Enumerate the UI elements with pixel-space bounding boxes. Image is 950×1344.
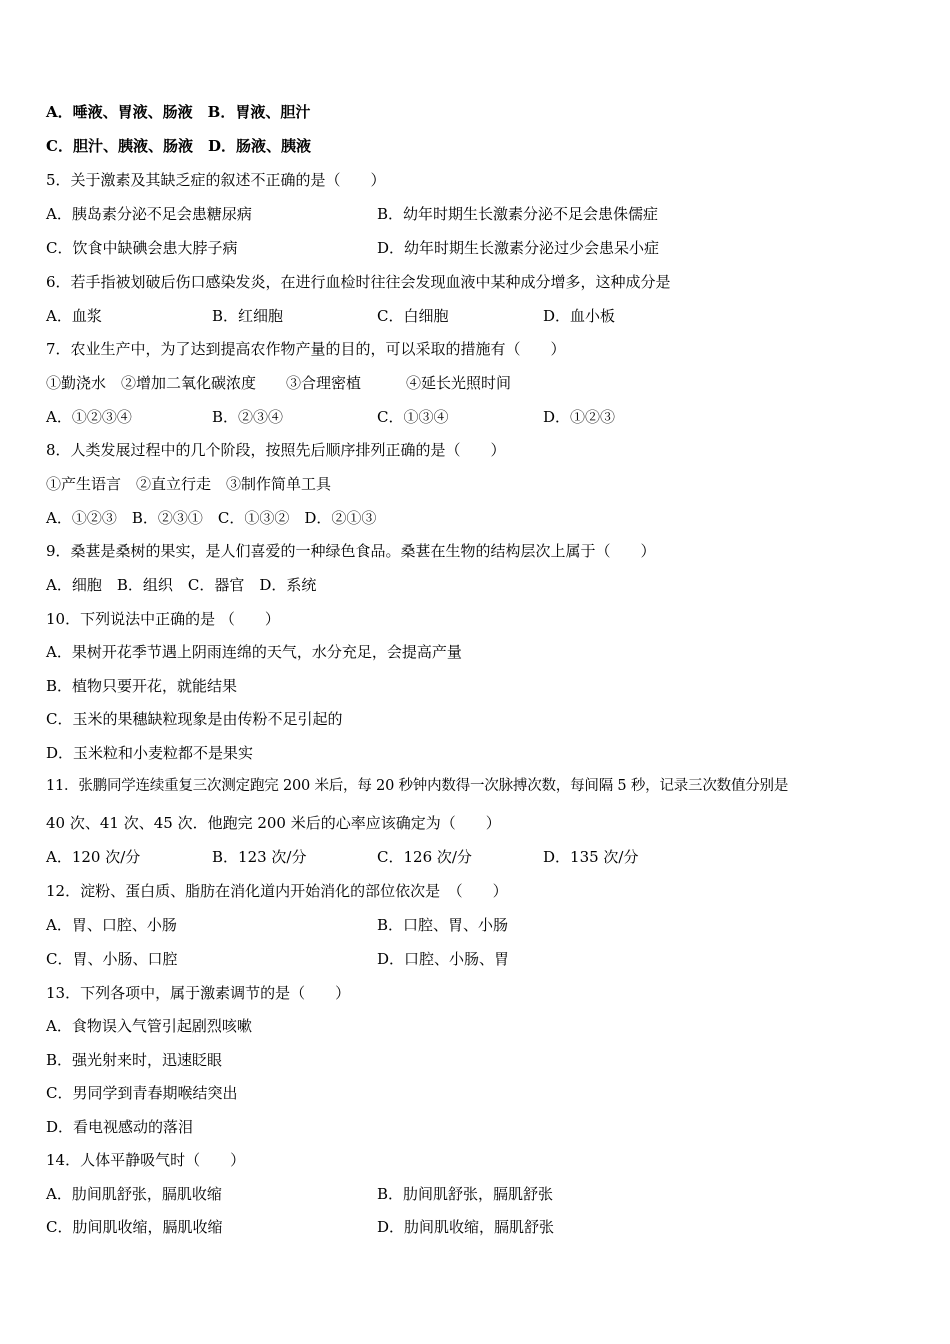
question-14-option-d: D．肋间肌收缩，膈肌舒张	[377, 1218, 555, 1236]
question-14-option-a: A．肋间肌舒张，膈肌收缩	[46, 1185, 222, 1203]
question-14-stem: 14．人体平静吸气时（ ）	[46, 1151, 246, 1169]
question-14-option-b: B．肋间肌舒张，膈肌舒张	[377, 1185, 554, 1203]
question-12-option-b: B．口腔、胃、小肠	[377, 916, 509, 934]
question-11-stem-line2: 40 次、41 次、45 次．他跑完 200 米后的心率应该确定为（ ）	[46, 814, 501, 832]
question-11-stem-line1: 11．张鹏同学连续重复三次测定跑完 200 米后，每 20 秒钟内数得一次脉搏次数，每间隔 5 秒，记录三次数值分别是	[46, 778, 789, 794]
question-11-option-b: B．123 次/分	[212, 848, 307, 866]
question-12-option-d: D．口腔、小肠、胃	[377, 950, 510, 968]
question-13-option-c: C．男同学到青春期喉结突出	[46, 1084, 238, 1102]
question-7-items: ①勤浇水 ②增加二氧化碳浓度 ③合理密植 ④延长光照时间	[46, 374, 512, 392]
question-10-option-c: C．玉米的果穗缺粒现象是由传粉不足引起的	[46, 710, 343, 728]
question-11-option-a: A．120 次/分	[46, 848, 141, 866]
prev-options-cd: C．胆汁、胰液、肠液 D．肠液、胰液	[46, 137, 311, 155]
question-7-option-a: A．①②③④	[46, 408, 132, 426]
question-8-options: A．①②③ B．②③① C．①③② D．②①③	[46, 509, 377, 527]
question-5-option-d: D．幼年时期生长激素分泌过少会患呆小症	[377, 239, 660, 257]
question-8-items: ①产生语言 ②直立行走 ③制作简单工具	[46, 475, 332, 493]
question-10-option-b: B．植物只要开花，就能结果	[46, 677, 238, 695]
question-11-option-c: C．126 次/分	[377, 848, 472, 866]
question-6-option-c: C．白细胞	[377, 307, 449, 325]
question-8-stem: 8．人类发展过程中的几个阶段，按照先后顺序排列正确的是（ ）	[46, 441, 506, 459]
question-9-options: A．细胞 B．组织 C．器官 D．系统	[46, 576, 317, 594]
question-6-option-b: B．红细胞	[212, 307, 284, 325]
question-6-stem: 6．若手指被划破后伤口感染发炎，在进行血检时往往会发现血液中某种成分增多，这种成分是	[46, 273, 671, 291]
question-11-option-d: D．135 次/分	[543, 848, 639, 866]
question-7-option-b: B．②③④	[212, 408, 284, 426]
question-10-option-a: A．果树开花季节遇上阴雨连绵的天气，水分充足，会提高产量	[46, 643, 462, 661]
question-6-option-a: A．血浆	[46, 307, 102, 325]
question-7-option-d: D．①②③	[543, 408, 616, 426]
question-13-option-a: A．食物误入气管引起剧烈咳嗽	[46, 1017, 252, 1035]
question-10-option-d: D．玉米粒和小麦粒都不是果实	[46, 744, 254, 762]
question-12-option-c: C．胃、小肠、口腔	[46, 950, 178, 968]
question-13-stem: 13．下列各项中，属于激素调节的是（ ）	[46, 984, 351, 1002]
question-7-stem: 7．农业生产中，为了达到提高农作物产量的目的，可以采取的措施有（ ）	[46, 340, 566, 358]
question-12-stem: 12．淀粉、蛋白质、脂肪在消化道内开始消化的部位依次是 （ ）	[46, 882, 508, 900]
question-10-stem: 10．下列说法中正确的是 （ ）	[46, 610, 280, 628]
question-6-option-d: D．血小板	[543, 307, 616, 325]
prev-options-ab: A．唾液、胃液、肠液 B．胃液、胆汁	[46, 103, 311, 121]
question-5-option-b: B．幼年时期生长激素分泌不足会患侏儒症	[377, 205, 659, 223]
question-5-option-c: C．饮食中缺碘会患大脖子病	[46, 239, 238, 257]
question-5-stem: 5．关于激素及其缺乏症的叙述不正确的是（ ）	[46, 171, 386, 189]
question-13-option-b: B．强光射来时，迅速眨眼	[46, 1051, 223, 1069]
question-5-option-a: A．胰岛素分泌不足会患糖尿病	[46, 205, 252, 223]
question-12-option-a: A．胃、口腔、小肠	[46, 916, 177, 934]
question-7-option-c: C．①③④	[377, 408, 449, 426]
question-13-option-d: D．看电视感动的落泪	[46, 1118, 194, 1136]
question-9-stem: 9．桑葚是桑树的果实，是人们喜爱的一种绿色食品。桑葚在生物的结构层次上属于（ ）	[46, 542, 656, 560]
question-14-option-c: C．肋间肌收缩，膈肌收缩	[46, 1218, 223, 1236]
